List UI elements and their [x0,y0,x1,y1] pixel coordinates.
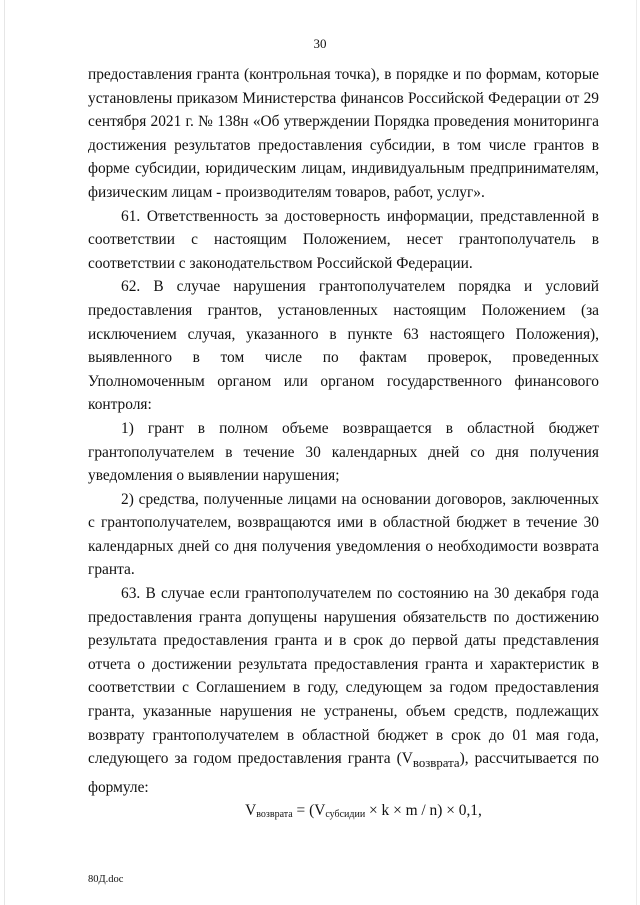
page-number: 30 [313,36,327,51]
formula-lhs-subscript: возврата [256,809,293,821]
paragraph-62-item-1: 1) грант в полном объеме возвращается в областной бюджет грантополучателем в течение 30 календарных дней со дня получения уведомления о выявлении нарушения; [88,419,599,485]
paragraph-62-item-2: 2) средства, полученные лицами на основании договоров, заключенных с грантополучателем, возвращаются ими в областной бюджет в течение 30 календарных дней со дня получения уведомления о необходимости возврата гранта. [88,490,599,579]
formula-lhs: V [245,802,257,820]
paragraph-61: 61. Ответственность за достоверность информации, представленной в соответствии с настоящим Положением, несет грантополучатель в соответствии с законодательством Российской Федерации. [88,207,599,272]
formula [88,799,599,827]
paragraph-63 [88,582,599,799]
paragraph-62: 62. В случае нарушения грантополучателем порядка и условий предоставления грантов, установленных настоящим Положением (за исключением случая, указанного в пункте 63 настоящего Положения), выявленного в том числе по фактам проверок, проведенных Уполномоченным органом или органом государственного финансового контроля: [88,278,599,414]
formula-rhs-subscript: субсидии [325,809,366,821]
paragraph-63-tail: ), рассчитывается по формуле: [88,750,599,796]
paragraph-63-text: 63. В случае если грантополучателем по состоянию на 30 декабря года предоставления гранта допущены нарушения обязательств по достижению результата предоставления гранта и в срок до первой даты представления отчета о достижении результата предоставления гранта и характеристик в соответствии с Соглашением в году, следующем за годом предоставления гранта, указанные нарушения не устранены, объем средств, подлежащих возврату грантополучателем в областной бюджет в срок до 01 мая года, следующего за годом предоставления гранта (V [88,585,599,768]
footer-filename: 80Д.doc [88,874,124,885]
scan-edge-right [636,0,637,905]
document-body [88,63,599,827]
paragraph-continuation: предоставления гранта (контрольная точка), в порядке и по формам, которые установлены приказом Министерства финансов Российской Федерации от 29 сентября 2021 г. № 138н «Об утверждении Порядка проведения мониторинга достижения результатов предоставления субсидии, в том числе грантов в форме субсидии, юридическим лицам, индивидуальным предпринимателям, физическим лицам - производителям товаров, работ, услуг». [88,66,599,201]
scan-edge-left [4,0,5,905]
formula-eq-open: = (V [292,802,326,820]
formula-rhs-rest: × k × m / n) × 0,1, [365,802,482,820]
paragraph-63-subscript: возврата [412,756,460,771]
